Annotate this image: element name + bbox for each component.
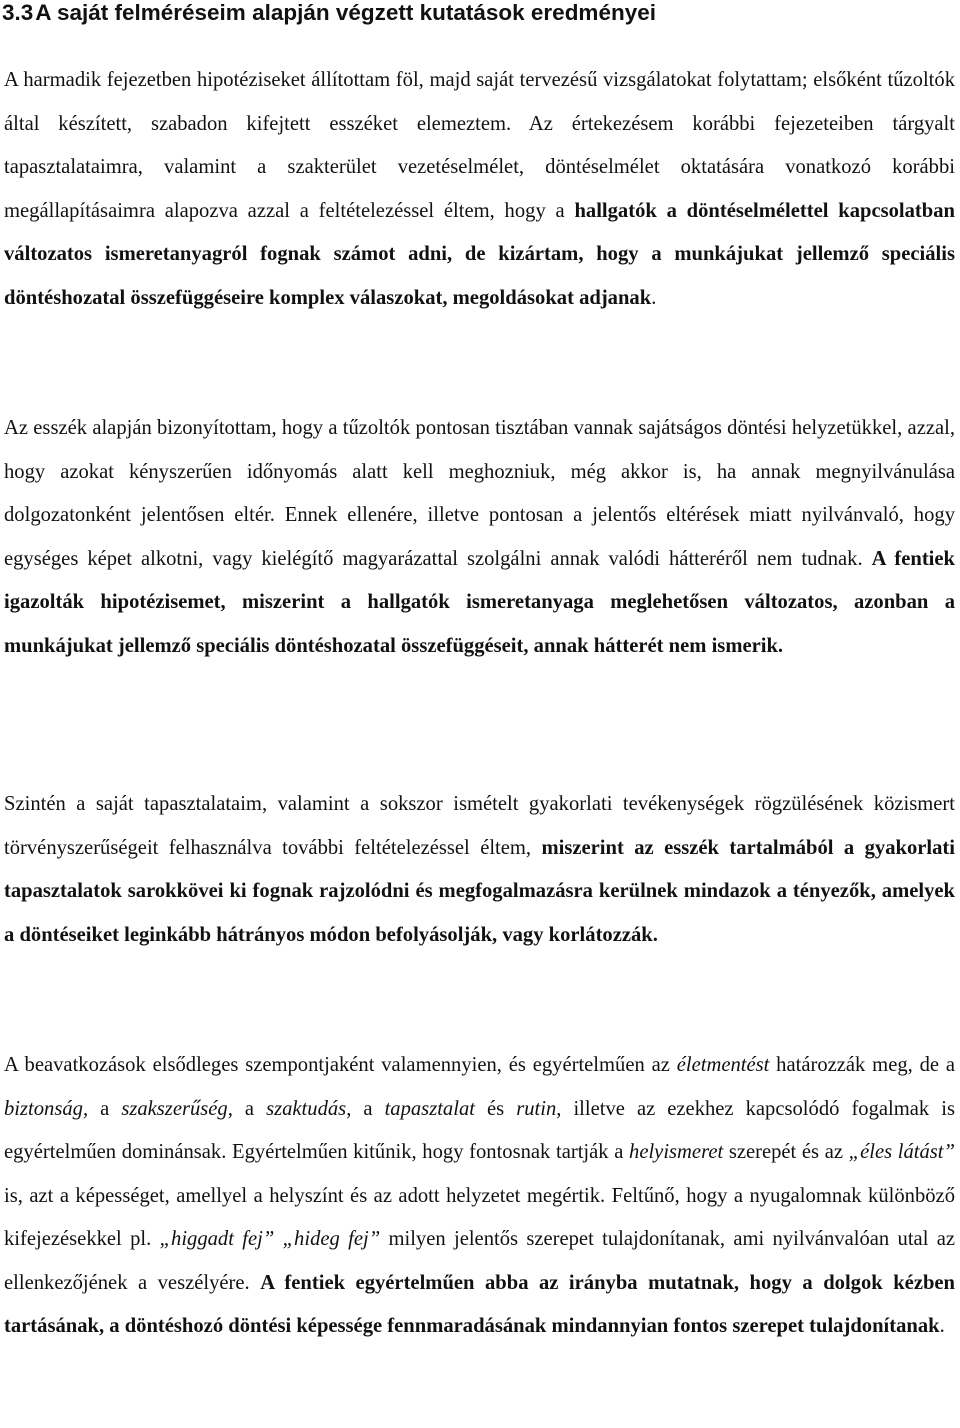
text-run: Szintén a saját tapasztalataim, valamint a sokszor ismételt gyakorlati tevékenységek rögzülésének közismert törvényszerűségeit felhasználva további feltételezéssel éltem, — [4, 793, 955, 859]
text-run: , illetve az ezekhez kapcsolódó fogalmak is egyértelműen dominánsak. Egyértelműen kitűnik, hogy fontosnak tartják a — [4, 1097, 955, 1163]
bold-text-run: miszerint az esszék tartalmából a gyakorlati tapasztalatok sarokkövei ki fognak rajzolódni és megfogalmazásra kerülnek mindazok a tényezők, amelyek a döntéseiket leginkább hátrányos módon befolyásolják, vagy korlátozzák. — [4, 836, 956, 946]
text-run: a — [232, 1097, 267, 1120]
text-run: A harmadik fejezetben hipotéziseket állítottam föl, majd saját tervezésű vizsgálatokat folytattam; elsőként tűzoltók által készített, szabadon kifejtett esszéket elemeztem. Az értekezésem korábbi fejezeteiben tárgyalt tapasztalataimra, valamint a szakterület vezetéselmélet, döntéselmélet oktatására vonatkozó korábbi megállapításaimra alapozva azzal a feltételezéssel éltem, hogy a — [4, 69, 955, 222]
italic-text-run: helyismeret — [629, 1141, 724, 1163]
text-run: Az esszék alapján bizonyítottam, hogy a tűzoltók pontosan tisztában vannak sajátságos döntési helyzetükkel, azzal, hogy azokat kényszerűen időnyomás alatt kell meghozniuk, még akkor is, ha annak megnyilvánulása dolgozatonként jelentősen eltér. Ennek ellenére, illetve pontosan a jelentős eltérések miatt nyilvánvaló, hogy egységes képet alkotni, vagy kielégítő magyarázattal szolgálni annak valódi hátteréről nem tudnak. — [4, 417, 955, 570]
section-title: A saját felméréseim alapján végzett kutatások eredményei — [35, 0, 656, 25]
text-run: , a — [346, 1097, 385, 1120]
italic-text-run: „éles látást” — [848, 1141, 955, 1163]
paragraph-intervention-priorities — [4, 1044, 955, 1349]
bold-text-run: A fentiek egyértelműen abba az irányba mutatnak, hogy a dolgok kézben tartásának, a döntéshozó döntési képessége fennmaradásának mindannyian fontos szerepet tulajdonítanak — [4, 1271, 956, 1337]
text-run: és — [474, 1097, 517, 1120]
section-heading — [2, 0, 952, 28]
italic-text-run: életmentést — [676, 1054, 770, 1076]
text-run: is, azt a képességet, amellyel a helyszínt és az adott helyzetet megértik. Feltűnő, hogy a nyugalomnak különböző kifejezésekkel pl. — [4, 1184, 955, 1250]
paragraph-hypothesis-two — [4, 783, 955, 957]
text-run: a — [88, 1097, 122, 1120]
italic-text-run: tapasztalat — [384, 1097, 475, 1120]
paragraph-essay-findings — [4, 407, 955, 668]
italic-text-run: biztonság, — [4, 1097, 89, 1120]
text-run: milyen jelentős szerepet tulajdonítanak, ami nyilvánvalóan utal az ellenkezőjének a veszélyére. — [4, 1228, 956, 1294]
italic-text-run: rutin — [516, 1097, 557, 1120]
bold-text-run: A fentiek igazolták hipotézisemet, miszerint a hallgatók ismeretanyaga meglehetősen változatos, azonban a munkájukat jellemző speciális döntéshozatal összefüggéseit, annak hátterét nem ismerik. — [4, 547, 955, 657]
bold-text-run: hallgatók a döntéselmélettel kapcsolatban változatos ismeretanyagról fognak számot adni, de kizártam, hogy a munkájukat jellemző speciális döntéshozatal összefüggéseire komplex válaszokat, megoldásokat adjanak — [4, 199, 955, 309]
text-run: . — [939, 1315, 945, 1337]
text-run: . — [651, 286, 657, 309]
text-run: határozzák meg, de a — [769, 1054, 955, 1076]
section-number: 3.3 — [2, 0, 34, 25]
paragraph-hypothesis-one — [4, 59, 955, 320]
text-run: A beavatkozások elsődleges szempontjaként valamennyien, és egyértelműen az — [4, 1054, 677, 1076]
italic-text-run: szaktudás — [266, 1097, 347, 1120]
italic-text-run: szakszerűség, — [121, 1097, 233, 1120]
italic-text-run: „higgadt fej” „hideg fej” — [159, 1228, 381, 1250]
text-run: szerepét és az — [723, 1141, 849, 1163]
